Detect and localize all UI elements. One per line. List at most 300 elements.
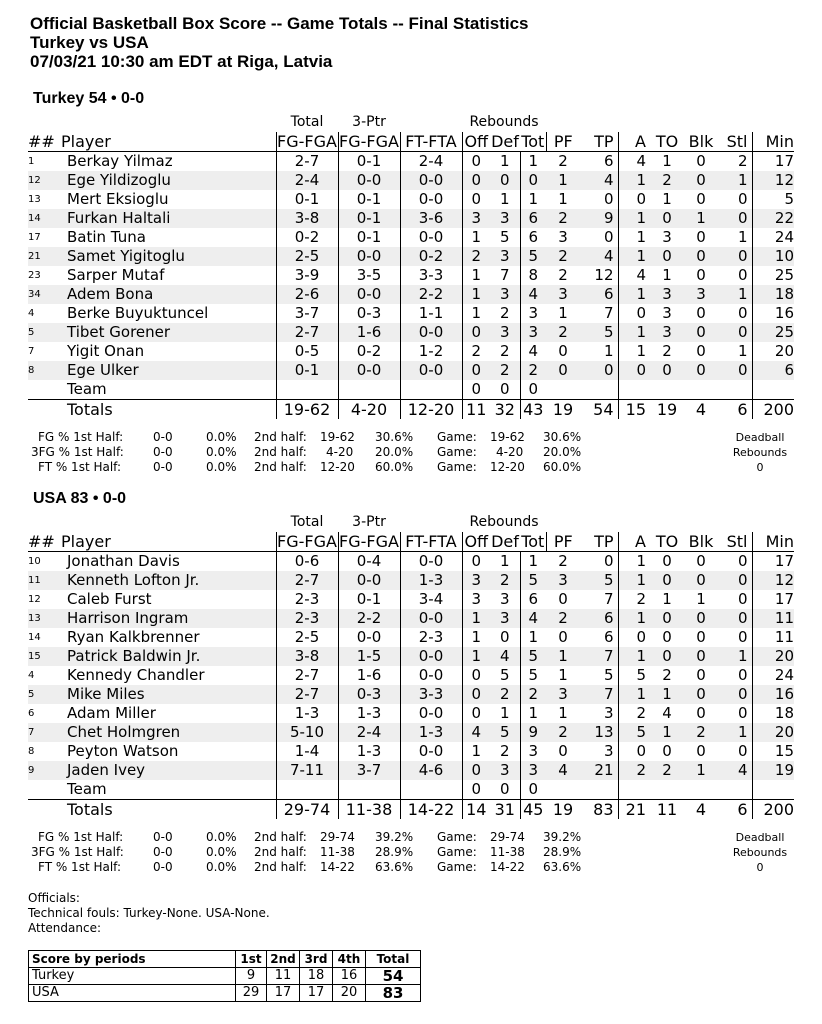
- col-stl: Stl: [718, 532, 752, 552]
- cell-ft: 0-0: [400, 609, 462, 628]
- cell-tp: 0: [580, 361, 618, 380]
- cell-tot: 3: [520, 742, 546, 761]
- cell-min: 24: [752, 666, 794, 685]
- cell-fg: 3-9: [276, 266, 338, 285]
- cell-min: 17: [752, 552, 794, 572]
- cell-min: 17: [752, 152, 794, 172]
- cell-stl: 1: [718, 285, 752, 304]
- cell-tp: 7: [580, 685, 618, 704]
- deadball-label-2: Rebounds: [732, 846, 788, 859]
- cell-def: 1: [499, 704, 510, 722]
- cell-num: 13: [28, 609, 61, 628]
- cell-a: 2: [618, 704, 650, 723]
- cell-tot: 4: [520, 342, 546, 361]
- cell-num: 5: [28, 323, 61, 342]
- cell-fg3: 0-3: [338, 685, 400, 704]
- cell-off: 2: [462, 247, 490, 266]
- cell-num: 8: [28, 361, 61, 380]
- cell-off: 14: [462, 800, 490, 820]
- ft-game-label: Game:: [437, 460, 477, 474]
- cell-ft: 0-0: [400, 190, 462, 209]
- cell-fg: 0-1: [276, 190, 338, 209]
- fg3-game-made: 4-20: [496, 445, 524, 459]
- cell-fg: 0-1: [276, 361, 338, 380]
- cell-ft: 1-3: [400, 571, 462, 590]
- cell-def: 5: [499, 666, 510, 684]
- cell-name: Jonathan Davis: [67, 552, 180, 570]
- team-row: [28, 780, 794, 800]
- cell-stl: 0: [718, 323, 752, 342]
- cell-pf: 1: [558, 304, 568, 322]
- cell-tot: 0: [520, 380, 546, 400]
- cell-pf: 3: [546, 285, 580, 304]
- ft-h2-pct: 63.6%: [375, 860, 414, 874]
- cell-fg3: 3-7: [338, 761, 400, 780]
- cell-off: 11: [462, 400, 490, 420]
- col-blk: Blk: [684, 532, 718, 552]
- deadball-value: 0: [756, 861, 764, 874]
- cell-a: [618, 380, 650, 400]
- cell-ft: 2-4: [400, 152, 462, 172]
- cell-num: 7: [28, 346, 35, 357]
- cell-tot: 1: [520, 628, 546, 647]
- cell-min: 11: [752, 628, 794, 647]
- cell-to: 0: [650, 247, 684, 266]
- periods-row: [29, 985, 421, 1002]
- cell-def: 2: [490, 571, 520, 590]
- cell-num: [28, 400, 61, 420]
- col-fg: FG-FGA: [277, 532, 337, 551]
- cell-fg: [276, 380, 338, 400]
- cell-ft: 14-22: [400, 800, 462, 820]
- cell-tot: 6: [520, 209, 546, 228]
- cell-stl: 0: [737, 190, 748, 208]
- periods-q1: 9: [236, 968, 267, 985]
- cell-num: 17: [28, 232, 41, 243]
- col-player: Player: [61, 132, 276, 152]
- deadball-rebounds-usa: [720, 830, 800, 875]
- cell-fg: 7-11: [276, 761, 338, 780]
- cell-stl: 1: [718, 171, 752, 190]
- ft-h2-made: 14-22: [320, 860, 355, 874]
- cell-def: 3: [499, 590, 510, 608]
- fg-h1-made: 0-0: [153, 430, 173, 444]
- cell-tot: 5: [520, 666, 546, 685]
- cell-name: Kenneth Lofton Jr.: [61, 571, 276, 590]
- cell-to: 0: [650, 209, 684, 228]
- cell-blk: 0: [684, 323, 718, 342]
- cell-tp: 54: [580, 400, 618, 420]
- cell-stl: 0: [737, 742, 748, 760]
- cell-tp: 7: [603, 304, 614, 322]
- cell-name: Berkay Yilmaz: [67, 152, 173, 170]
- cell-tp: 1: [603, 342, 614, 360]
- cell-stl: 0: [718, 609, 752, 628]
- header-row: [28, 132, 794, 152]
- report-header: [30, 14, 529, 71]
- cell-pf: 2: [546, 723, 580, 742]
- player-row: [28, 666, 794, 685]
- col-tot: Tot: [521, 132, 545, 151]
- header-row: [28, 532, 794, 552]
- cell-blk: 0: [696, 704, 706, 722]
- cell-a: 1: [618, 685, 650, 704]
- cell-pf: 2: [558, 152, 568, 170]
- cell-ft: 1-3: [400, 723, 462, 742]
- cell-tot: 6: [520, 590, 546, 609]
- totals-row: [28, 400, 794, 420]
- cell-fg3: 0-0: [338, 171, 400, 190]
- fg-h1-pct: 0.0%: [206, 830, 237, 844]
- fg-h2-label: 2nd half:: [254, 830, 307, 844]
- cell-num: 11: [28, 571, 61, 590]
- cell-name: Adem Bona: [61, 285, 276, 304]
- cell-a: 2: [618, 590, 650, 609]
- cell-fg3: 1-6: [338, 323, 400, 342]
- periods-col-total: Total: [366, 951, 421, 968]
- cell-pf: [546, 380, 580, 400]
- player-row: [28, 552, 794, 572]
- cell-pf: 2: [558, 552, 568, 570]
- player-row: [28, 628, 794, 647]
- player-row: [28, 304, 794, 323]
- player-row: [28, 704, 794, 723]
- cell-off: 1: [462, 266, 490, 285]
- cell-tp: 9: [580, 209, 618, 228]
- col-tp: TP: [580, 132, 618, 152]
- technical-fouls: Technical fouls: Turkey-None. USA-None.: [28, 906, 270, 920]
- cell-pf: 1: [558, 704, 568, 722]
- cell-off: 3: [462, 571, 490, 590]
- fg3-h2-label: 2nd half:: [254, 845, 307, 859]
- periods-col-1st: 1st: [236, 951, 267, 968]
- cell-tot: 1: [520, 190, 546, 209]
- cell-blk: 0: [696, 742, 706, 760]
- player-row: [28, 228, 794, 247]
- cell-fg: 2-4: [276, 171, 338, 190]
- cell-def: 2: [490, 685, 520, 704]
- cell-a: 1: [618, 323, 650, 342]
- ft-h1-pct: 0.0%: [206, 860, 237, 874]
- cell-to: 19: [650, 400, 684, 420]
- cell-min: 12: [752, 171, 794, 190]
- cell-tp: [580, 780, 618, 800]
- cell-ft: 3-6: [400, 209, 462, 228]
- cell-ft: 2-3: [400, 628, 462, 647]
- player-row: [28, 761, 794, 780]
- fg3-pct-line: [28, 445, 808, 460]
- cell-min: 200: [752, 400, 794, 420]
- cell-tp: 83: [580, 800, 618, 820]
- cell-ft: 1-2: [400, 342, 462, 361]
- cell-num: 13: [28, 194, 41, 205]
- cell-tot: 5: [520, 247, 546, 266]
- cell-to: [650, 380, 684, 400]
- cell-ft: 1-1: [400, 304, 462, 323]
- cell-min: 10: [752, 247, 794, 266]
- cell-tp: [580, 380, 618, 400]
- cell-fg: 19-62: [276, 400, 338, 420]
- deadball-value: 0: [756, 461, 764, 474]
- cell-tot: 2: [520, 361, 546, 380]
- cell-tot: 4: [520, 285, 546, 304]
- player-row: [28, 647, 794, 666]
- cell-num: 14: [28, 209, 61, 228]
- periods-q2: 17: [267, 985, 300, 1002]
- cell-a: 1: [618, 171, 650, 190]
- cell-tot: 3: [520, 323, 546, 342]
- cell-off: 2: [462, 342, 490, 361]
- cell-pf: 2: [558, 266, 568, 284]
- cell-def: 3: [490, 285, 520, 304]
- cell-def: 3: [490, 247, 520, 266]
- cell-off: 3: [462, 590, 490, 609]
- col-group-3ptr: 3-Ptr: [352, 114, 386, 130]
- cell-def: 1: [499, 190, 510, 208]
- cell-pf: 3: [546, 685, 580, 704]
- cell-off: 0: [462, 666, 490, 685]
- cell-a: 21: [618, 800, 650, 820]
- fg3-h1-pct: 0.0%: [206, 845, 237, 859]
- ft-game-pct: 60.0%: [543, 460, 582, 474]
- cell-name: Mert Eksioglu: [67, 190, 169, 208]
- cell-fg3: 1-6: [338, 666, 400, 685]
- player-row: [28, 685, 794, 704]
- cell-min: 20: [752, 342, 794, 361]
- player-row: [28, 342, 794, 361]
- cell-def: 2: [490, 361, 520, 380]
- col-fg: FG-FGA: [277, 132, 337, 151]
- cell-min: 12: [752, 571, 794, 590]
- cell-num: 12: [28, 171, 61, 190]
- cell-off: 0: [462, 761, 490, 780]
- cell-blk: 0: [696, 666, 706, 684]
- cell-stl: 1: [737, 228, 748, 246]
- cell-name: Mike Miles: [61, 685, 276, 704]
- cell-pf: 3: [546, 571, 580, 590]
- officials: Officials:: [28, 891, 80, 905]
- cell-fg3: [338, 380, 400, 400]
- cell-fg3: 0-1: [338, 190, 400, 209]
- cell-tot: 1: [520, 152, 546, 172]
- ft-h1-pct: 0.0%: [206, 460, 237, 474]
- cell-tot: 4: [520, 609, 546, 628]
- col-ft: FT-FTA: [400, 132, 462, 152]
- cell-fg3: 1-5: [338, 647, 400, 666]
- cell-fg: 2-3: [276, 590, 338, 609]
- cell-def: 0: [499, 628, 510, 646]
- cell-off: 0: [462, 323, 490, 342]
- cell-min: 16: [752, 304, 794, 323]
- cell-stl: 0: [718, 685, 752, 704]
- cell-fg3: [338, 780, 400, 800]
- cell-fg: 2-7: [276, 152, 338, 172]
- cell-blk: 0: [684, 571, 718, 590]
- cell-off: 4: [462, 723, 490, 742]
- cell-to: 3: [650, 323, 684, 342]
- cell-a: 1: [618, 647, 650, 666]
- cell-stl: 0: [737, 704, 748, 722]
- ft-h2-label: 2nd half:: [254, 460, 307, 474]
- cell-name: Batin Tuna: [67, 228, 146, 246]
- fg3-game-pct: 28.9%: [543, 845, 582, 859]
- periods-col-2nd: 2nd: [267, 951, 300, 968]
- cell-name: Yigit Onan: [67, 342, 145, 360]
- fg3-game-label: Game:: [437, 445, 477, 459]
- cell-tot: 9: [520, 723, 546, 742]
- fg-game-label: Game:: [437, 830, 477, 844]
- cell-def: 32: [490, 400, 520, 420]
- cell-def: 3: [490, 209, 520, 228]
- cell-def: 31: [490, 800, 520, 820]
- fg-h2-made: 19-62: [320, 430, 355, 444]
- cell-to: 3: [650, 285, 684, 304]
- cell-def: 2: [499, 342, 510, 360]
- cell-fg: 2-7: [276, 666, 338, 685]
- cell-blk: 0: [696, 304, 706, 322]
- fg3-h2-made: 11-38: [320, 845, 355, 859]
- cell-fg: 29-74: [276, 800, 338, 820]
- cell-pf: 1: [546, 647, 580, 666]
- cell-fg: 2-5: [276, 247, 338, 266]
- cell-a: 0: [618, 628, 650, 647]
- fg3-game-made: 11-38: [490, 845, 525, 859]
- cell-num: 1: [28, 156, 35, 167]
- fg-game-pct: 30.6%: [543, 430, 582, 444]
- periods-row: [29, 968, 421, 985]
- player-row: [28, 152, 794, 172]
- cell-to: 2: [650, 171, 684, 190]
- cell-blk: 0: [684, 609, 718, 628]
- cell-stl: 0: [737, 552, 748, 570]
- player-row: [28, 609, 794, 628]
- fg3-h1-made: 0-0: [153, 845, 173, 859]
- col-a: A: [618, 532, 650, 552]
- cell-pf: 0: [558, 628, 568, 646]
- periods-col-3rd: 3rd: [300, 951, 333, 968]
- ft-h1-made: 0-0: [153, 860, 173, 874]
- fg-h2-label: 2nd half:: [254, 430, 307, 444]
- cell-a: 4: [618, 152, 650, 172]
- cell-off: 0: [462, 704, 490, 723]
- cell-num: 9: [28, 761, 61, 780]
- cell-off: 0: [462, 552, 490, 572]
- periods-q2: 11: [267, 968, 300, 985]
- cell-ft: [400, 780, 462, 800]
- cell-tp: 0: [603, 552, 614, 570]
- player-row: [28, 590, 794, 609]
- cell-pf: [546, 780, 580, 800]
- cell-ft: 2-2: [400, 285, 462, 304]
- cell-blk: 1: [684, 761, 718, 780]
- cell-name: Jaden Ivey: [61, 761, 276, 780]
- cell-to: 0: [662, 742, 672, 760]
- player-row: [28, 323, 794, 342]
- cell-min: 17: [752, 590, 794, 609]
- fg3-pct-line: [28, 845, 808, 860]
- cell-name: Totals: [61, 400, 276, 420]
- cell-stl: 0: [718, 247, 752, 266]
- cell-min: 200: [752, 800, 794, 820]
- cell-fg3: 0-3: [338, 304, 400, 323]
- cell-def: 1: [499, 152, 510, 170]
- cell-to: 0: [650, 609, 684, 628]
- cell-blk: 0: [696, 228, 706, 246]
- col-to: TO: [650, 532, 684, 552]
- cell-pf: 0: [558, 742, 568, 760]
- cell-tp: 13: [580, 723, 618, 742]
- cell-blk: 4: [684, 400, 718, 420]
- ft-h2-label: 2nd half:: [254, 860, 307, 874]
- cell-name: Adam Miller: [67, 704, 156, 722]
- cell-tp: 0: [603, 190, 614, 208]
- cell-tot: 2: [520, 685, 546, 704]
- cell-num: 4: [28, 308, 35, 319]
- ft-h1-made: 0-0: [153, 460, 173, 474]
- player-row: [28, 247, 794, 266]
- cell-to: 0: [650, 647, 684, 666]
- cell-off: 0: [462, 190, 490, 209]
- cell-name: Peyton Watson: [67, 742, 179, 760]
- cell-min: 20: [752, 723, 794, 742]
- cell-ft: 0-0: [400, 552, 462, 572]
- cell-tot: 5: [520, 571, 546, 590]
- cell-fg: [276, 780, 338, 800]
- cell-fg3: 1-3: [338, 704, 400, 723]
- cell-name: Furkan Haltali: [61, 209, 276, 228]
- cell-a: 1: [618, 342, 650, 361]
- cell-name: Tibet Gorener: [61, 323, 276, 342]
- cell-stl: 0: [737, 628, 748, 646]
- cell-a: 0: [618, 742, 650, 761]
- cell-pf: 1: [558, 666, 568, 684]
- cell-fg: 0-5: [276, 342, 338, 361]
- cell-ft: 12-20: [400, 400, 462, 420]
- col-stl: Stl: [718, 132, 752, 152]
- col-group-total: Total: [290, 114, 324, 130]
- col-player: Player: [61, 532, 276, 552]
- header-row-groups: [28, 113, 794, 132]
- cell-to: 1: [650, 723, 684, 742]
- cell-fg: 3-8: [276, 209, 338, 228]
- periods-q3: 18: [300, 968, 333, 985]
- cell-blk: 0: [684, 171, 718, 190]
- col-min: Min: [752, 132, 794, 152]
- ft-h2-pct: 60.0%: [375, 460, 414, 474]
- cell-to: 2: [662, 342, 672, 360]
- fg3-h2-pct: 28.9%: [375, 845, 414, 859]
- cell-stl: [718, 380, 752, 400]
- report-title: Official Basketball Box Score -- Game Totals -- Final Statistics: [30, 14, 529, 33]
- cell-a: 15: [618, 400, 650, 420]
- cell-off: 1: [462, 609, 490, 628]
- cell-to: 2: [662, 666, 672, 684]
- cell-def: 0: [499, 780, 510, 798]
- cell-pf: 2: [546, 247, 580, 266]
- cell-blk: 0: [696, 552, 706, 570]
- player-row: [28, 266, 794, 285]
- attendance: Attendance:: [28, 921, 101, 935]
- cell-num: 4: [28, 670, 35, 681]
- cell-min: 20: [752, 647, 794, 666]
- periods-team: Turkey: [29, 968, 236, 985]
- cell-fg3: 0-0: [338, 628, 400, 647]
- cell-a: [618, 780, 650, 800]
- cell-def: 4: [490, 647, 520, 666]
- cell-stl: 0: [718, 209, 752, 228]
- cell-fg3: 4-20: [338, 400, 400, 420]
- ft-pct-line: [28, 460, 808, 475]
